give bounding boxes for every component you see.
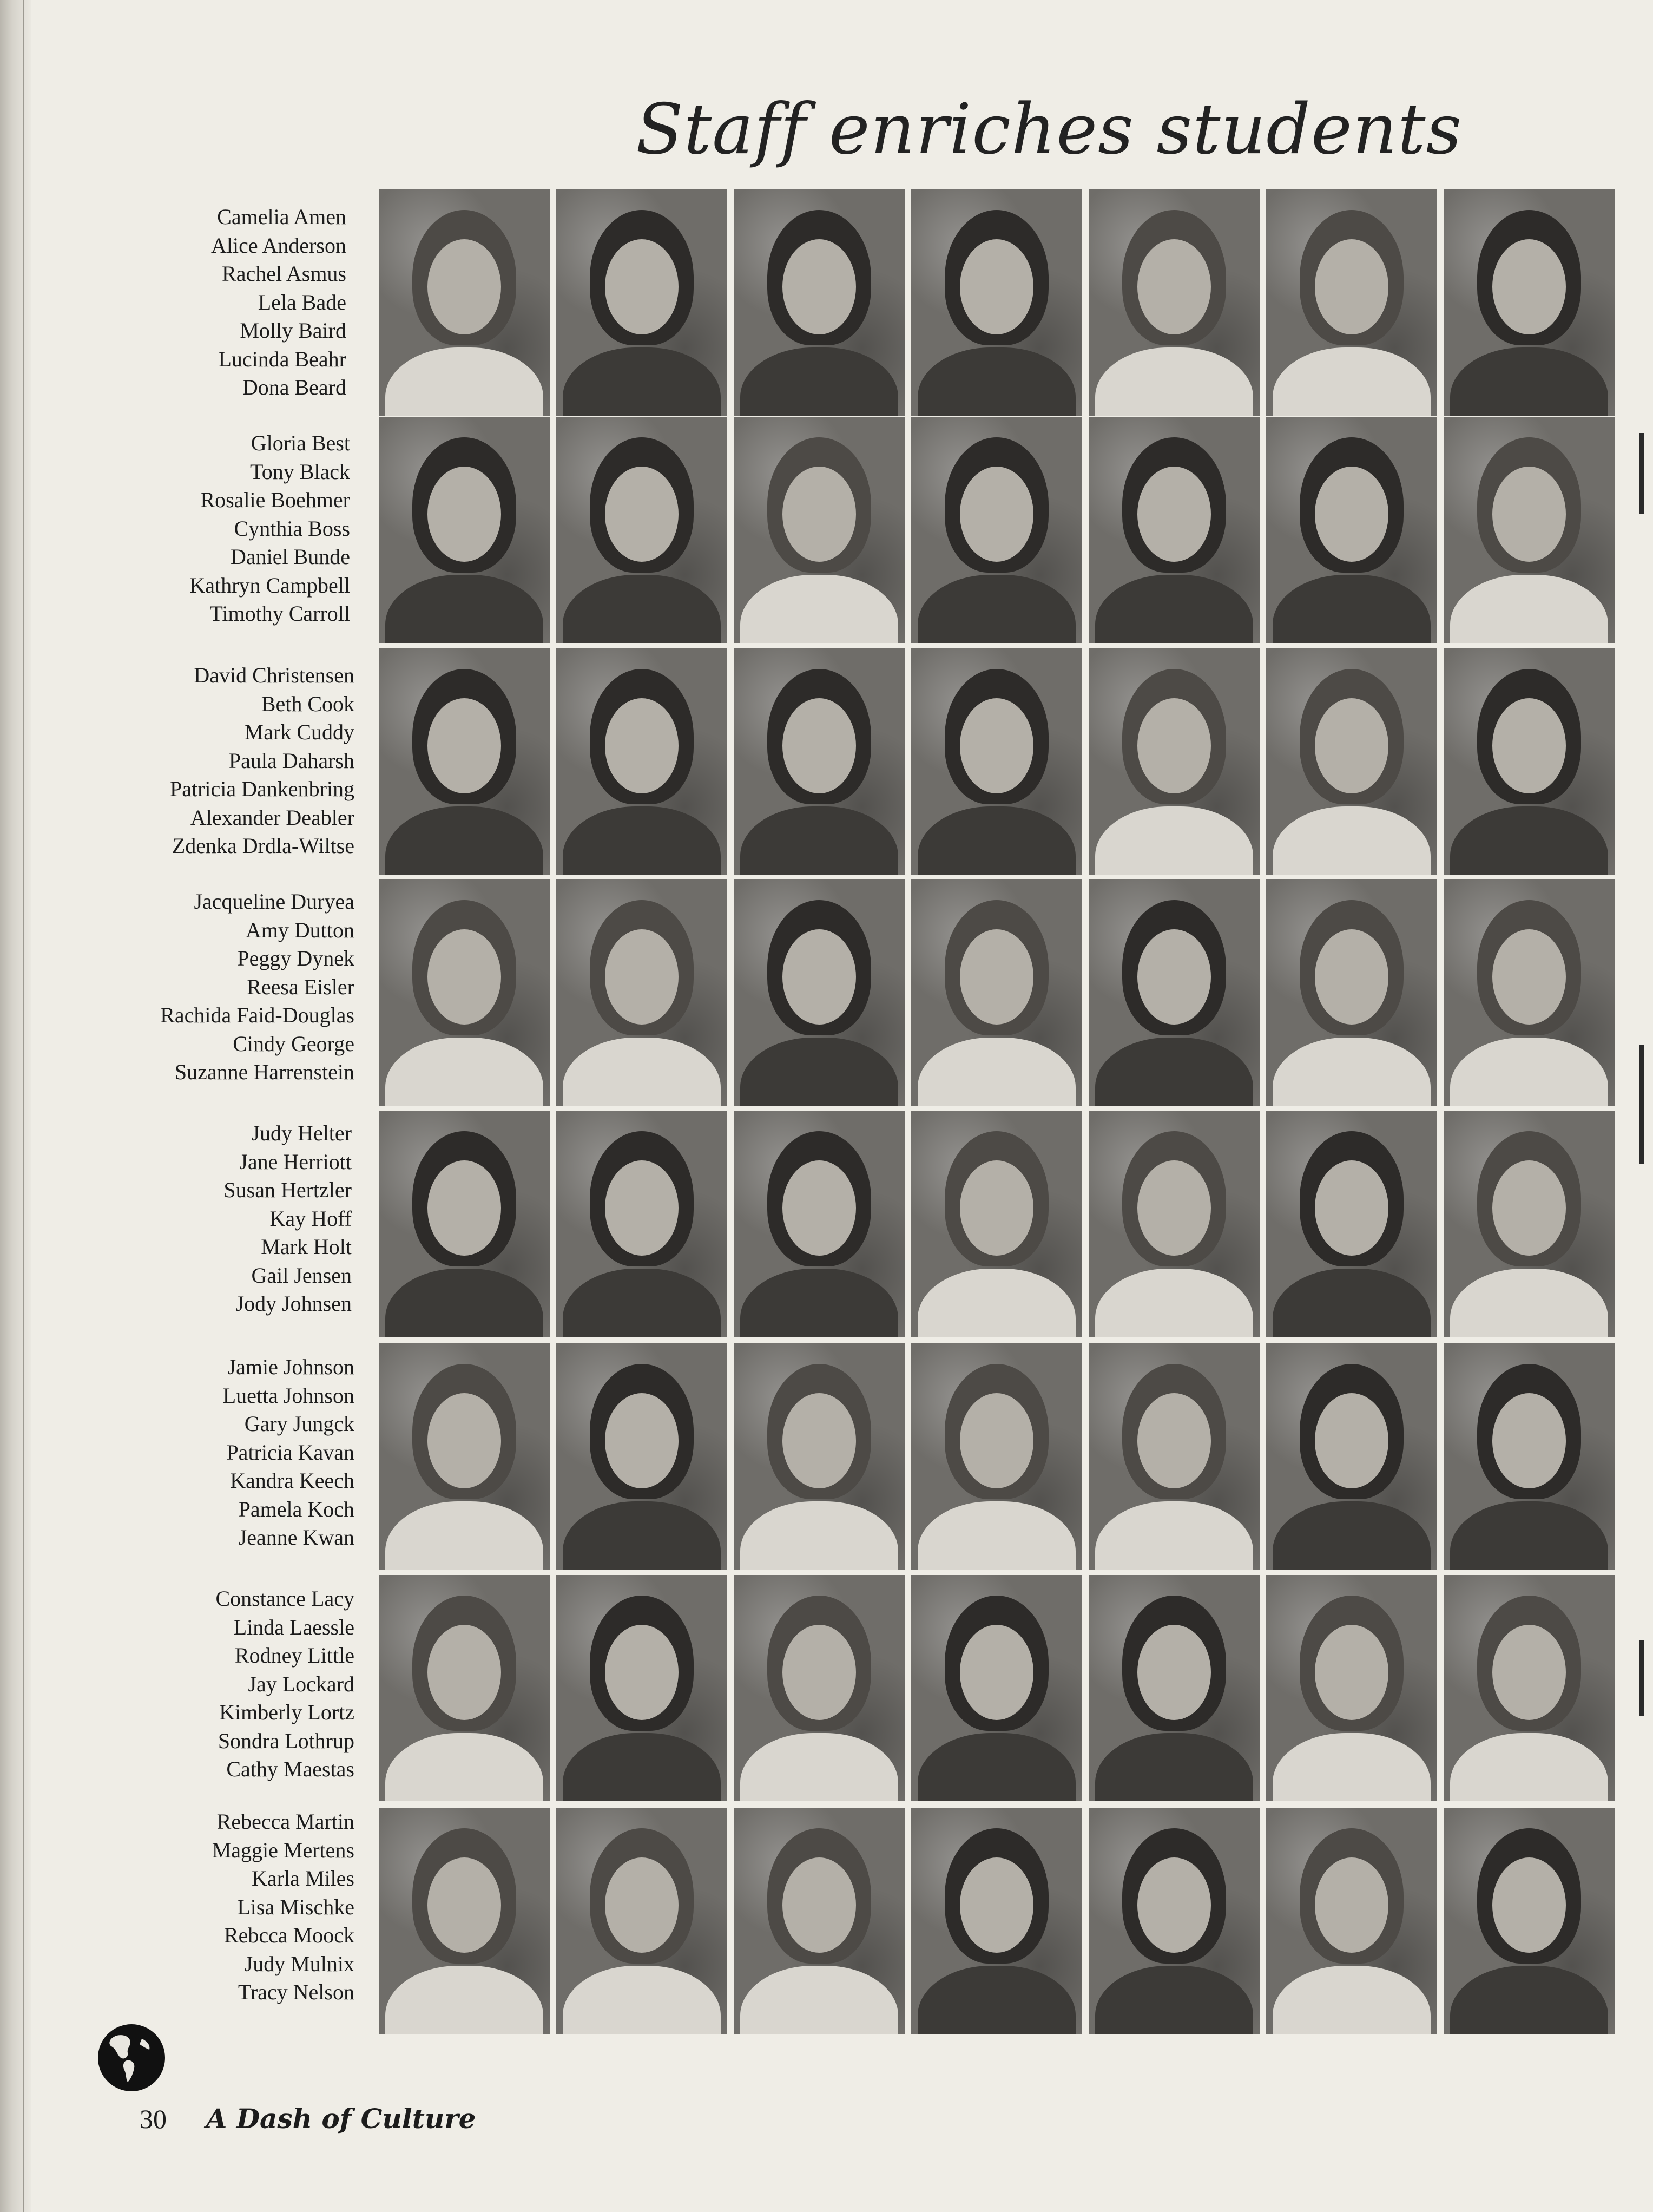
staff-portrait <box>1266 417 1437 643</box>
staff-portrait <box>911 1808 1082 2034</box>
staff-portrait <box>1089 189 1260 416</box>
staff-portrait <box>556 648 727 875</box>
staff-portrait <box>734 417 905 643</box>
staff-portrait <box>1089 1343 1260 1570</box>
staff-name: Kay Hoff <box>269 1206 352 1231</box>
staff-portrait <box>911 879 1082 1106</box>
portrait-row <box>379 648 1612 875</box>
staff-portrait <box>734 1343 905 1570</box>
staff-name: Jacqueline Duryea <box>194 889 354 914</box>
page-number: 30 <box>140 2104 167 2134</box>
staff-portrait <box>556 1575 727 1801</box>
staff-portrait <box>1266 1808 1437 2034</box>
staff-portrait <box>1089 417 1260 643</box>
staff-name-list <box>211 203 346 402</box>
staff-name: Karla Miles <box>252 1866 354 1891</box>
staff-portrait <box>1444 648 1615 875</box>
portrait-row <box>379 1111 1612 1337</box>
staff-name: Pamela Koch <box>238 1496 354 1521</box>
staff-portrait <box>734 1111 905 1337</box>
edge-mark <box>1639 1640 1644 1716</box>
staff-portrait <box>379 1111 550 1337</box>
staff-portrait <box>379 1575 550 1801</box>
staff-name: Dona Beard <box>242 375 346 399</box>
staff-name: Cathy Maestas <box>226 1757 354 1781</box>
staff-portrait <box>1444 1575 1615 1801</box>
staff-portrait <box>556 417 727 643</box>
staff-name: Jamie Johnson <box>227 1355 354 1379</box>
edge-mark <box>1639 1104 1644 1164</box>
staff-name-list <box>223 1353 354 1552</box>
staff-portrait <box>911 1575 1082 1801</box>
staff-name: Jeanne Kwan <box>238 1525 354 1550</box>
portrait-row <box>379 1808 1612 2034</box>
staff-portrait <box>556 1111 727 1337</box>
staff-name: Jane Herriott <box>239 1149 352 1174</box>
staff-name-list <box>160 888 354 1087</box>
staff-name: Rachida Faid-Douglas <box>160 1003 354 1027</box>
staff-name: Camelia Amen <box>217 205 346 229</box>
staff-name: Tony Black <box>250 459 350 484</box>
staff-name: Daniel Bunde <box>230 544 350 569</box>
staff-portrait <box>379 648 550 875</box>
staff-name: Lisa Mischke <box>237 1894 354 1919</box>
staff-name: Lucinda Beahr <box>218 346 346 371</box>
staff-portrait <box>1266 1343 1437 1570</box>
staff-portrait <box>1266 189 1437 416</box>
edge-mark <box>1639 433 1644 514</box>
staff-portrait <box>1089 648 1260 875</box>
staff-name-list <box>223 1119 352 1318</box>
globe-icon <box>96 2023 167 2093</box>
staff-name-list <box>189 429 350 628</box>
staff-portrait <box>1266 1575 1437 1801</box>
page-title: Staff enriches students <box>636 89 1463 170</box>
staff-portrait <box>734 1808 905 2034</box>
staff-portrait <box>1444 1343 1615 1570</box>
staff-name: Alexander Deabler <box>190 805 354 830</box>
staff-name: Linda Laessle <box>233 1614 354 1639</box>
staff-name: Rebcca Moock <box>223 1923 354 1947</box>
staff-name: Maggie Mertens <box>212 1837 354 1862</box>
staff-portrait <box>1266 879 1437 1106</box>
staff-name: Gary Jungck <box>244 1412 354 1436</box>
binding-edge-line <box>23 0 24 2212</box>
staff-name: Patricia Kavan <box>226 1440 354 1465</box>
staff-portrait <box>734 879 905 1106</box>
staff-name: Kimberly Lortz <box>219 1700 354 1724</box>
staff-portrait <box>556 1343 727 1570</box>
section-title: A Dash of Culture <box>206 2103 476 2135</box>
portrait-row <box>379 189 1612 416</box>
staff-portrait <box>1444 417 1615 643</box>
staff-name: Paula Daharsh <box>228 748 354 773</box>
staff-portrait <box>556 1808 727 2034</box>
staff-name: Rachel Asmus <box>222 261 346 286</box>
staff-name: Suzanne Harrenstein <box>174 1060 354 1084</box>
staff-name: Amy Dutton <box>245 917 354 942</box>
staff-name: Cynthia Boss <box>234 516 350 541</box>
staff-name: Rodney Little <box>234 1643 354 1668</box>
staff-portrait <box>734 1575 905 1801</box>
staff-name: Reesa Eisler <box>247 974 354 999</box>
page-footer <box>140 2103 476 2135</box>
portrait-row <box>379 417 1612 643</box>
staff-name: Kathryn Campbell <box>189 573 350 598</box>
staff-name: Tracy Nelson <box>238 1980 354 2004</box>
staff-portrait <box>911 189 1082 416</box>
staff-portrait <box>1266 1111 1437 1337</box>
staff-portrait <box>1266 648 1437 875</box>
staff-portrait <box>379 189 550 416</box>
staff-portrait <box>379 1343 550 1570</box>
staff-portrait <box>379 1808 550 2034</box>
staff-portrait <box>379 879 550 1106</box>
staff-name: Molly Baird <box>240 318 346 343</box>
staff-portrait <box>1089 1575 1260 1801</box>
staff-portrait <box>379 417 550 643</box>
staff-name: Cindy George <box>233 1031 354 1056</box>
portrait-row <box>379 879 1612 1106</box>
staff-name: Rebecca Martin <box>216 1809 354 1834</box>
staff-name: David Christensen <box>194 663 354 687</box>
staff-name: Judy Mulnix <box>244 1951 354 1976</box>
staff-portrait <box>1444 189 1615 416</box>
staff-portrait <box>911 1111 1082 1337</box>
staff-name: Lela Bade <box>258 290 346 314</box>
staff-portrait <box>911 1343 1082 1570</box>
staff-portrait <box>1089 879 1260 1106</box>
portrait-row <box>379 1575 1612 1801</box>
staff-name: Jay Lockard <box>248 1671 354 1696</box>
staff-portrait <box>911 417 1082 643</box>
staff-name-list <box>215 1585 354 1784</box>
staff-portrait <box>734 189 905 416</box>
staff-portrait <box>1089 1808 1260 2034</box>
staff-name: Kandra Keech <box>230 1468 354 1493</box>
staff-portrait <box>556 189 727 416</box>
staff-name: Luetta Johnson <box>222 1383 354 1408</box>
staff-name: Patricia Dankenbring <box>170 777 354 801</box>
edge-mark <box>1639 1045 1644 1104</box>
staff-name: Sondra Lothrup <box>218 1728 354 1753</box>
staff-name: Jody Johnsen <box>235 1291 352 1316</box>
staff-portrait <box>556 879 727 1106</box>
staff-name-list <box>212 1808 354 2007</box>
staff-portrait <box>1444 1808 1615 2034</box>
staff-name: Mark Holt <box>261 1235 352 1259</box>
staff-portrait <box>911 648 1082 875</box>
staff-name: Gloria Best <box>251 431 350 455</box>
page-binding-shadow <box>0 0 31 2212</box>
staff-name: Alice Anderson <box>211 233 346 258</box>
staff-portrait <box>1444 879 1615 1106</box>
staff-portrait <box>734 648 905 875</box>
staff-name: Gail Jensen <box>251 1263 352 1288</box>
staff-name-list <box>170 661 354 861</box>
staff-portrait <box>1089 1111 1260 1337</box>
staff-name: Susan Hertzler <box>223 1178 352 1202</box>
staff-portrait <box>1444 1111 1615 1337</box>
staff-name: Constance Lacy <box>215 1586 354 1611</box>
staff-name: Peggy Dynek <box>237 946 354 970</box>
staff-name: Rosalie Boehmer <box>200 488 350 512</box>
staff-name: Zdenka Drdla-Wiltse <box>172 833 354 858</box>
staff-name: Judy Helter <box>251 1121 352 1145</box>
staff-name: Beth Cook <box>261 691 354 716</box>
staff-name: Timothy Carroll <box>209 601 350 626</box>
portrait-row <box>379 1343 1612 1570</box>
staff-name: Mark Cuddy <box>244 720 354 744</box>
